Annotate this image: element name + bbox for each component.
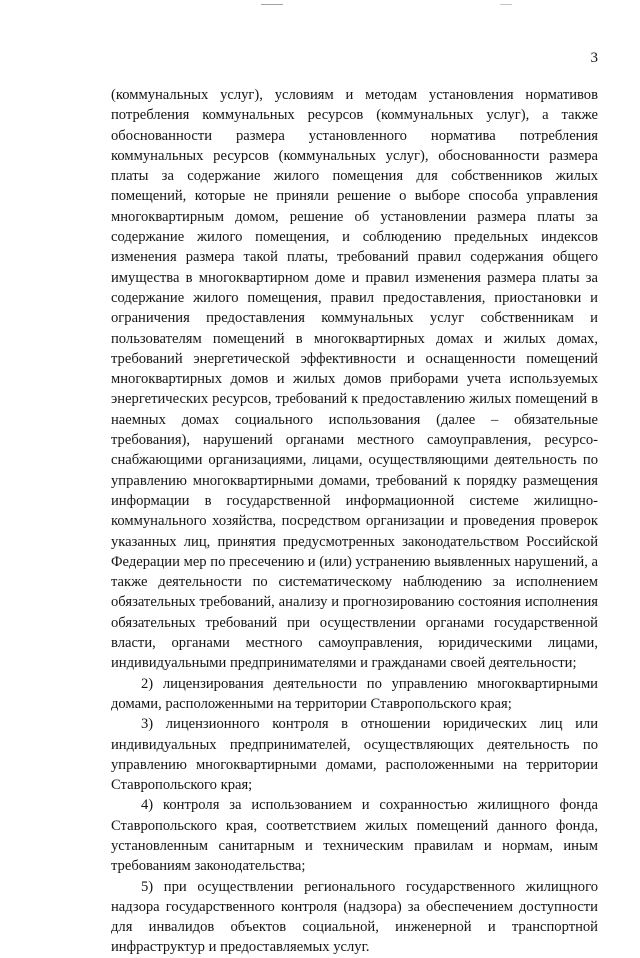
list-item-4-housing-fund-control: 4) контроля за использованием и сохранностью жилищного фонда Ставропольского края, соответствием жилых помещений данного фонда, установленным санитарным и техническим правилам и нормам, иным требованиям законодательства; (111, 797, 598, 875)
list-item-3-license-control: 3) лицензионного контроля в отношении юридических лиц или индивидуальных предпринимателей, осуществляющих деятельность по управлению многоквартирными домами, расположенными на территории Ставропольского края; (111, 716, 598, 794)
scan-artifact-mark (500, 4, 512, 5)
scan-artifact-mark (261, 4, 283, 5)
list-item-5-accessibility-supervision: 5) при осуществлении регионального государственного жилищного надзора государственного контроля (надзора) за обеспечением доступности для инвалидов объектов социальной, инженерной и транспортной инфраструктур и предоставляемых услуг. (111, 878, 598, 956)
paragraph-continuation: (коммунальных услуг), условиям и методам установления нормативов потребления коммунальных ресурсов (коммунальных услуг), а также обоснованности размера установленного норматива потребления коммунальных ресурсов (коммунальных услуг), обоснованности размера платы за содержание жилого помещения для собственников жилых помещений, которые не приняли решение о выборе способа управления многоквартирным домом, решение об установлении размера платы за содержание жилого помещения, и соблюдению предельных индексов изменения размера такой платы, требований правил содержания общего имущества в многоквартирном доме и правил изменения размера платы за содержание жилого помещения, правил предоставления, приостановки и ограничения предоставления коммунальных услуг собственникам и пользователям помещений в многоквартирных домах и жилых домах, требований энергетической эффективности и оснащенности помещений многоквартирных домов и жилых домов приборами учета используемых энергетических ресурсов, требований к предоставлению жилых помещений в наемных домах социального использования (далее – обязательные требования), нарушений органами местного самоуправления, ресурсо-снабжающими организациями, лицами, осуществляющими деятельность по управлению многоквартирными домами, требований к порядку размещения информации в государственной информационной системе жилищно-коммунального хозяйства, посредством организации и проведения проверок указанных лиц, принятия предусмотренных законодательством Российской Федерации мер по пресечению и (или) устранению выявленных нарушений, а также деятельности по систематическому наблюдению за исполнением обязательных требований, анализу и прогнозированию состояния исполнения обязательных требований при осуществлении органами государственной власти, органами местного самоуправления, юридическими лицами, индивидуальными предпринимателями и гражданами своей деятельности; (111, 87, 598, 672)
list-item-2-licensing: 2) лицензирования деятельности по управлению многоквартирными домами, расположенными на территории Ставропольского края; (111, 675, 598, 712)
page-number: 3 (590, 50, 598, 66)
document-body (111, 85, 598, 958)
